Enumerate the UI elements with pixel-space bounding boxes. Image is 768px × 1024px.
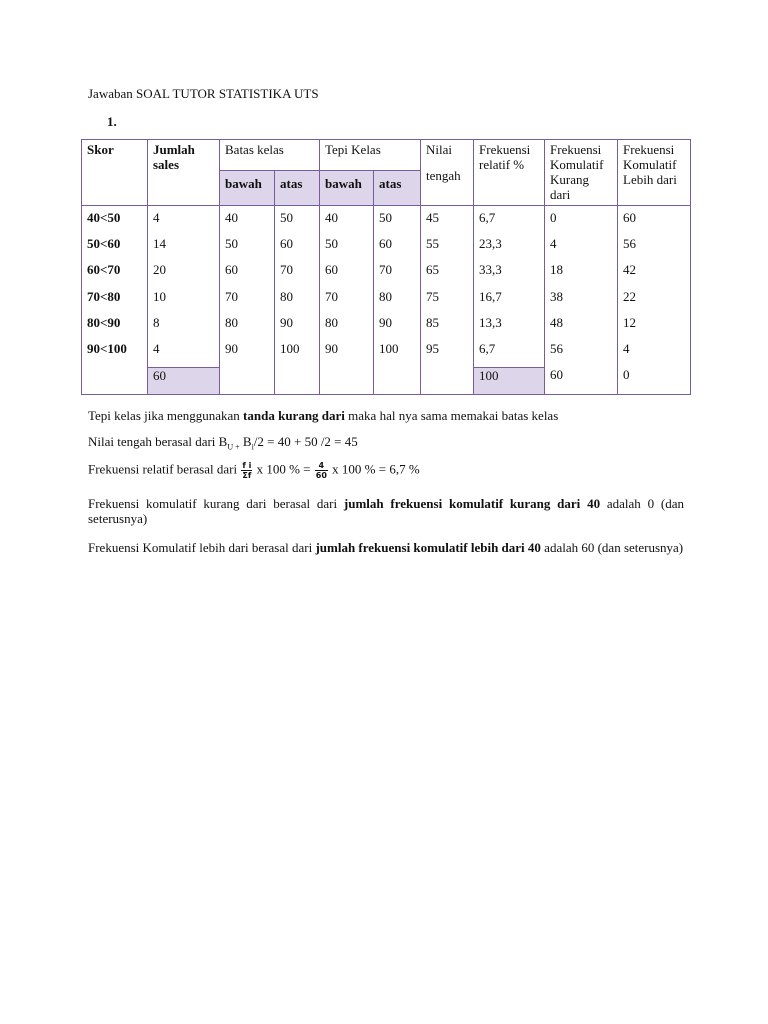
cell-batas-atas: 100 (280, 340, 300, 356)
cell-relatif: 16,7 (479, 288, 502, 304)
cell-relatif: 13,3 (479, 314, 502, 330)
cell-jumlah: 10 (153, 288, 166, 304)
header-tepi-kelas: Tepi Kelas (320, 140, 421, 171)
col-kurang-dari (545, 206, 618, 395)
cell-nilai-tengah: 45 (426, 210, 440, 225)
cell-jumlah: 4 (153, 210, 160, 225)
col-jumlah (148, 206, 220, 368)
frequency-table (81, 139, 691, 395)
header-batas-kelas: Batas kelas (220, 140, 320, 171)
note-komulatif-kurang: Frekuensi komulatif kurang dari berasal dari jumlah frekuensi komulatif kurang dari 40 adalah 0 (dan seterusnya) (88, 496, 684, 526)
cell-lebih: 22 (623, 288, 637, 304)
header-frekuensi-kurang-dari: Frekuensi Komulatif Kurang dari (545, 140, 618, 206)
question-number: 1. (107, 114, 117, 129)
note-tepi-kelas: Tepi kelas jika menggunakan tanda kurang dari maka hal nya sama memakai batas kelas (88, 408, 559, 423)
cell-lebih: 4 (623, 340, 630, 356)
cell-tepi-bawah: 70 (325, 288, 338, 304)
cell-tepi-atas: 50 (379, 210, 392, 225)
note-nilai-tengah: Nilai tengah berasal dari $B_{U +}$ $B_i/2 = 40 + 50$ /2 = 45 (88, 434, 358, 452)
cell-lebih: 56 (623, 236, 637, 252)
header-tepi-atas: atas (374, 171, 421, 206)
cell-relatif: 23,3 (479, 236, 502, 252)
cell-skor: 90<100 (87, 340, 127, 356)
cell-relatif: 33,3 (479, 262, 502, 278)
cell-batas-bawah: 80 (225, 314, 238, 330)
document-title: Jawaban SOAL TUTOR STATISTIKA UTS (88, 86, 319, 101)
cell-batas-bawah: 50 (225, 236, 238, 252)
cell-jumlah: 4 (153, 340, 160, 356)
cell-batas-atas: 70 (280, 262, 293, 278)
cell-skor: 50<60 (87, 236, 121, 252)
fraction-fi-over-sum-f: $\frac{\text{f i}}{\Sigma f}$ (242, 461, 252, 480)
cell-nilai-tengah: 55 (426, 236, 440, 252)
cell-relatif: 6,7 (479, 210, 496, 225)
col-tepi-atas (374, 206, 421, 395)
header-nilai-tengah (421, 140, 474, 206)
cell-kurang: 0 (550, 210, 557, 225)
col-lebih-dari (618, 206, 691, 395)
total-relatif: 100 (474, 368, 545, 395)
cell-tepi-atas: 60 (379, 236, 392, 252)
lebih-dari-final: 0 (623, 367, 630, 383)
kurang-dari-final: 60 (550, 367, 564, 383)
cell-nilai-tengah: 75 (426, 288, 440, 304)
col-batas-atas (275, 206, 320, 395)
cell-skor: 80<90 (87, 314, 121, 330)
note-frekuensi-relatif: Frekuensi relatif berasal dari $\frac{\text{f i}}{\Sigma f}$ x 100 % = $\frac{4}{60}$ x 100 % = 6,7 % (88, 461, 420, 480)
cell-tepi-atas: 100 (379, 340, 399, 356)
col-relatif (474, 206, 545, 368)
cell-tepi-bawah: 50 (325, 236, 338, 252)
cell-kurang: 38 (550, 288, 564, 304)
cell-jumlah: 8 (153, 314, 160, 330)
cell-tepi-atas: 90 (379, 314, 392, 330)
cell-tepi-bawah: 80 (325, 314, 338, 330)
cell-nilai-tengah: 65 (426, 262, 440, 278)
cell-jumlah: 14 (153, 236, 166, 252)
cell-batas-bawah: 70 (225, 288, 238, 304)
header-jumlah-sales: Jumlah sales (148, 140, 220, 206)
cell-skor: 60<70 (87, 262, 121, 278)
cell-nilai-tengah: 85 (426, 314, 440, 330)
cell-lebih: 60 (623, 210, 637, 225)
header-skor: Skor (82, 140, 148, 206)
cell-skor: 70<80 (87, 288, 121, 304)
cell-skor: 40<50 (87, 210, 121, 225)
fraction-4-over-60: $\frac{4}{60}$ (315, 461, 327, 480)
col-nilai-tengah (421, 206, 474, 395)
cell-lebih: 42 (623, 262, 637, 278)
cell-tepi-atas: 80 (379, 288, 392, 304)
header-nilai: Nilai (426, 142, 453, 157)
cell-kurang: 48 (550, 314, 564, 330)
cell-kurang: 56 (550, 340, 564, 356)
cell-kurang: 18 (550, 262, 564, 278)
cell-nilai-tengah: 95 (426, 340, 440, 356)
note-komulatif-lebih: Frekuensi Komulatif lebih dari berasal dari jumlah frekuensi komulatif lebih dari 40 adalah 60 (dan seterusnya) (88, 540, 684, 555)
cell-jumlah: 20 (153, 262, 166, 278)
cell-kurang: 4 (550, 236, 557, 252)
cell-tepi-atas: 70 (379, 262, 392, 278)
cell-batas-atas: 90 (280, 314, 293, 330)
header-frekuensi-lebih-dari: Frekuensi Komulatif Lebih dari (618, 140, 691, 206)
cell-batas-atas: 60 (280, 236, 293, 252)
total-jumlah: 60 (148, 368, 220, 395)
skor-total-blank (82, 368, 148, 395)
cell-lebih: 12 (623, 314, 637, 330)
cell-batas-atas: 80 (280, 288, 293, 304)
header-tepi-bawah: bawah (320, 171, 374, 206)
cell-tepi-bawah: 60 (325, 262, 338, 278)
header-batas-atas: atas (275, 171, 320, 206)
header-frekuensi-relatif: Frekuensi relatif % (474, 140, 545, 206)
cell-batas-atas: 50 (280, 210, 293, 225)
col-batas-bawah (220, 206, 275, 395)
cell-batas-bawah: 40 (225, 210, 238, 225)
cell-tepi-bawah: 90 (325, 340, 338, 356)
cell-batas-bawah: 60 (225, 262, 238, 278)
col-skor (82, 206, 148, 368)
cell-batas-bawah: 90 (225, 340, 238, 356)
cell-relatif: 6,7 (479, 340, 496, 356)
header-tengah: tengah (426, 168, 461, 183)
col-tepi-bawah (320, 206, 374, 395)
header-batas-bawah: bawah (220, 171, 275, 206)
cell-tepi-bawah: 40 (325, 210, 338, 225)
